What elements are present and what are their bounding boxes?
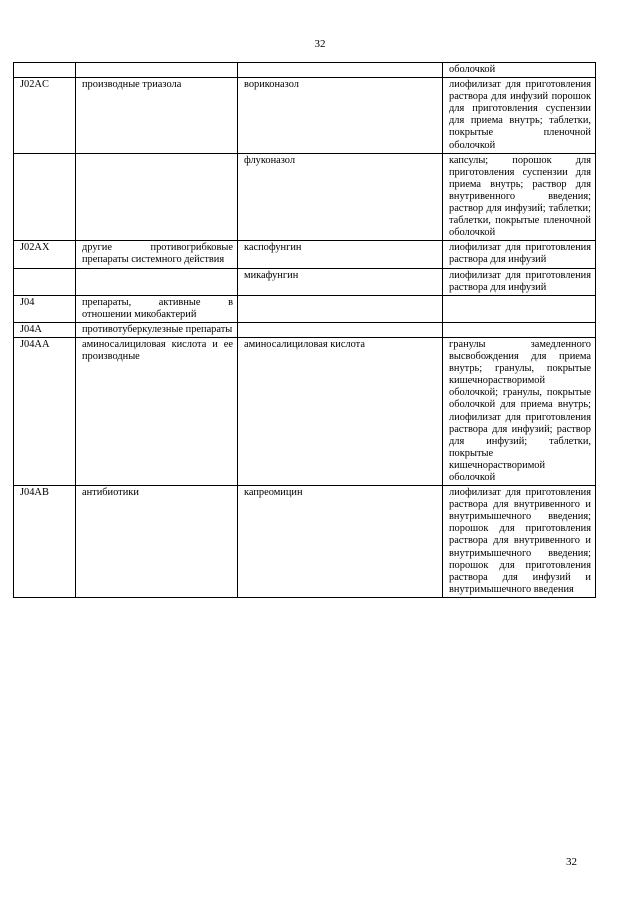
pharmacological-group-cell	[76, 268, 238, 295]
pharmacological-group-cell	[76, 153, 238, 241]
substance-name-cell	[238, 63, 443, 78]
table-row	[14, 78, 596, 154]
pharmacological-group-cell: производные триазола	[76, 78, 238, 154]
atc-code-cell	[14, 268, 76, 295]
dosage-form-cell: капсулы; порошок для приготовления суспензии для приема внутрь; раствор для внутривенного введения; раствор для инфузий; таблетки; таблетки, покрытые пленочной оболочкой	[443, 153, 596, 241]
dosage-form-cell: лиофилизат для приготовления раствора для внутривенного и внутримышечного введения; порошок для приготовления раствора для внутривенного и внутримышечного введения; порошок для приготовления раствора для инфузий и внутримышечного введения	[443, 486, 596, 598]
table-row	[14, 486, 596, 598]
substance-name-cell: каспофунгин	[238, 241, 443, 268]
dosage-form-cell: лиофилизат для приготовления раствора для инфузий порошок для приготовления суспензии для приема внутрь; таблетки, покрытые пленочной оболочкой	[443, 78, 596, 154]
substance-name-cell: аминосалициловая кислота	[238, 337, 443, 485]
table-row	[14, 295, 596, 322]
substance-name-cell	[238, 322, 443, 337]
substance-name-cell	[238, 295, 443, 322]
table-row	[14, 153, 596, 241]
atc-code-cell: J02AC	[14, 78, 76, 154]
dosage-form-cell	[443, 295, 596, 322]
dosage-form-cell	[443, 322, 596, 337]
drug-classification-table	[13, 62, 596, 598]
atc-code-cell: J02AX	[14, 241, 76, 268]
pharmacological-group-cell: препараты, активные в отношении микобактерий	[76, 295, 238, 322]
pharmacological-group-cell: противотуберкулезные препараты	[76, 322, 238, 337]
pharmacological-group-cell: аминосалициловая кислота и ее производные	[76, 337, 238, 485]
table-row	[14, 241, 596, 268]
table-row	[14, 63, 596, 78]
dosage-form-cell: лиофилизат для приготовления раствора для инфузий	[443, 241, 596, 268]
atc-code-cell: J04AA	[14, 337, 76, 485]
substance-name-cell: капреомицин	[238, 486, 443, 598]
dosage-form-cell: лиофилизат для приготовления раствора для инфузий	[443, 268, 596, 295]
pharmacological-group-cell: антибиотики	[76, 486, 238, 598]
pharmacological-group-cell	[76, 63, 238, 78]
table-row	[14, 322, 596, 337]
atc-code-cell: J04AB	[14, 486, 76, 598]
page-number-top: 32	[314, 38, 326, 50]
substance-name-cell: флуконазол	[238, 153, 443, 241]
dosage-form-cell: гранулы замедленного высвобождения для приема внутрь; гранулы, покрытые кишечнорастворимой оболочкой; гранулы, покрытые оболочкой для приема внутрь; лиофилизат для приготовления раствора для инфузий; раствор для инфузий; таблетки, покрытые кишечнорастворимой оболочкой	[443, 337, 596, 485]
dosage-form-cell: оболочкой	[443, 63, 596, 78]
atc-code-cell	[14, 63, 76, 78]
page-number-bottom: 32	[566, 856, 577, 868]
table-row	[14, 268, 596, 295]
table-row	[14, 337, 596, 485]
pharmacological-group-cell: другие противогрибковые препараты системного действия	[76, 241, 238, 268]
atc-code-cell	[14, 153, 76, 241]
atc-code-cell: J04A	[14, 322, 76, 337]
atc-code-cell: J04	[14, 295, 76, 322]
substance-name-cell: вориконазол	[238, 78, 443, 154]
substance-name-cell: микафунгин	[238, 268, 443, 295]
